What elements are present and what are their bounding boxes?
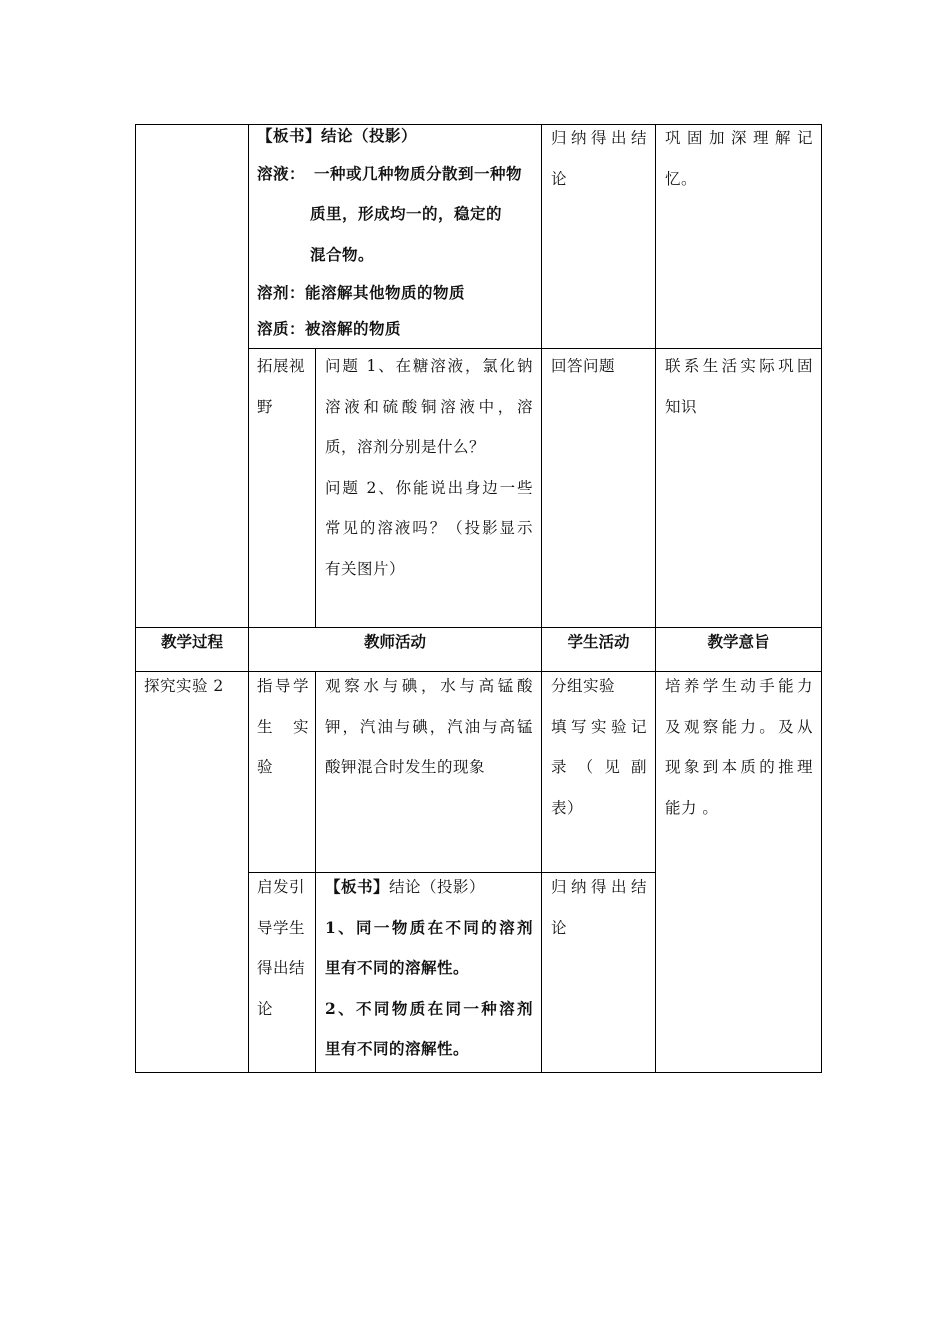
table-border-bottom bbox=[135, 1072, 822, 1073]
row2-teacher-cell bbox=[325, 346, 533, 589]
teacher-activity-line: 观察水与碘，水与高锰酸 bbox=[325, 677, 533, 695]
teacher-activity-line: 溶液和硫酸铜溶液中，溶 bbox=[325, 397, 533, 416]
intent-line: 知识 bbox=[665, 397, 698, 416]
row3-intent-cell bbox=[665, 666, 813, 828]
solution-label: 溶液： bbox=[257, 164, 306, 183]
step-line: 得出结 bbox=[257, 959, 306, 977]
header-process: 教学过程 bbox=[160, 633, 223, 651]
solution-text-line: 质里，形成均一的，稳定的 bbox=[310, 204, 503, 223]
col-divider bbox=[541, 124, 542, 1073]
teacher-activity-line: 问题 1、在糖溶液，氯化钠 bbox=[325, 357, 533, 375]
header-student-activity: 学生活动 bbox=[567, 633, 630, 651]
conclusion-line: 里有不同的溶解性。 bbox=[325, 958, 470, 977]
step-line: 启发引 bbox=[257, 878, 306, 896]
col-divider bbox=[248, 124, 249, 1073]
table-border-right bbox=[821, 124, 822, 1073]
intent-line: 巩固加深理解记 bbox=[665, 129, 813, 147]
intent-line: 培养学生动手能力 bbox=[665, 677, 813, 695]
solute-definition: 溶质：被溶解的物质 bbox=[257, 319, 402, 338]
teacher-activity-line: 问题 2、你能说出身边一些 bbox=[325, 478, 533, 497]
row1-student-cell bbox=[551, 118, 647, 199]
student-activity-line: 论 bbox=[551, 169, 568, 188]
row3-teacher-cell bbox=[325, 666, 533, 788]
step-line: 指导学 bbox=[257, 677, 309, 695]
student-activity-line: 填写实验记 bbox=[551, 717, 647, 736]
header-teacher-activity: 教师活动 bbox=[363, 633, 426, 651]
step-line: 验 bbox=[257, 758, 274, 776]
row3-step-cell bbox=[257, 666, 309, 788]
solution-text-line: 混合物。 bbox=[310, 244, 375, 264]
intent-line: 忆。 bbox=[665, 169, 698, 188]
row1-intent-cell bbox=[665, 118, 813, 199]
blackboard-tag: 【板书】 bbox=[325, 877, 390, 896]
conclusion-line: 1、同一物质在不同的溶剂 bbox=[325, 917, 533, 937]
step-line: 论 bbox=[257, 999, 274, 1018]
col-divider bbox=[315, 348, 316, 628]
teacher-activity-line: 酸钾混合时发生的现象 bbox=[325, 758, 486, 776]
teacher-activity-line: 有关图片） bbox=[325, 559, 406, 578]
blackboard-tag: 【板书】 bbox=[257, 126, 322, 145]
solution-text: 一种或几种物质分散到一种物 bbox=[314, 164, 523, 183]
step-line: 导学生 bbox=[257, 918, 306, 937]
blackboard-title-text: 结论（投影） bbox=[321, 126, 418, 145]
student-activity-line: 论 bbox=[551, 918, 568, 937]
process-label: 探究实验 2 bbox=[144, 677, 224, 695]
student-activity-line: 归纳得出结 bbox=[551, 878, 647, 896]
step-line: 生 实 bbox=[257, 717, 309, 736]
intent-line: 能力 。 bbox=[665, 798, 719, 817]
solution-definition-cont bbox=[257, 194, 537, 275]
solution-definition bbox=[257, 154, 537, 194]
teacher-activity-line: 质，溶剂分别是什么？ bbox=[325, 438, 486, 456]
header-intent: 教学意旨 bbox=[707, 633, 770, 651]
student-activity-line: 录（见副 bbox=[551, 758, 647, 776]
blackboard-title-text: 结论（投影） bbox=[389, 878, 486, 896]
row4-student-cell bbox=[551, 867, 647, 948]
row2-student-cell bbox=[551, 346, 647, 387]
blackboard-title bbox=[257, 118, 537, 154]
step-line: 拓展视 bbox=[257, 357, 306, 375]
col-divider bbox=[655, 124, 656, 1073]
row3-student-cell bbox=[551, 666, 647, 828]
teacher-activity-line: 钾，汽油与碘，汽油与高锰 bbox=[325, 717, 533, 736]
student-activity-line: 表） bbox=[551, 798, 584, 817]
row2-step-cell bbox=[257, 346, 309, 427]
row4-teacher-cell bbox=[325, 867, 533, 1070]
student-activity-line: 分组实验 bbox=[551, 677, 616, 695]
row1-teacher-cell bbox=[257, 118, 537, 347]
row-divider bbox=[135, 627, 822, 628]
row2-intent-cell bbox=[665, 346, 813, 427]
conclusion-line: 里有不同的溶解性。 bbox=[325, 1039, 470, 1058]
solvent-definition: 溶剂：能溶解其他物质的物质 bbox=[257, 283, 466, 302]
row3-process-cell bbox=[144, 666, 244, 707]
intent-line: 现象到本质的推理 bbox=[665, 758, 813, 776]
student-activity-line: 归纳得出结 bbox=[551, 129, 647, 147]
col-divider bbox=[135, 124, 136, 1073]
row4-step-cell bbox=[257, 867, 309, 1029]
conclusion-line: 2、不同物质在同一种溶剂 bbox=[325, 998, 533, 1018]
step-line: 野 bbox=[257, 397, 274, 416]
teacher-activity-line: 常见的溶液吗？（投影显示 bbox=[325, 519, 533, 537]
col-divider bbox=[315, 671, 316, 1073]
student-activity-line: 回答问题 bbox=[551, 357, 616, 375]
intent-line: 及观察能力。及从 bbox=[665, 717, 813, 736]
intent-line: 联系生活实际巩固 bbox=[665, 357, 813, 375]
blackboard-title bbox=[325, 867, 533, 908]
